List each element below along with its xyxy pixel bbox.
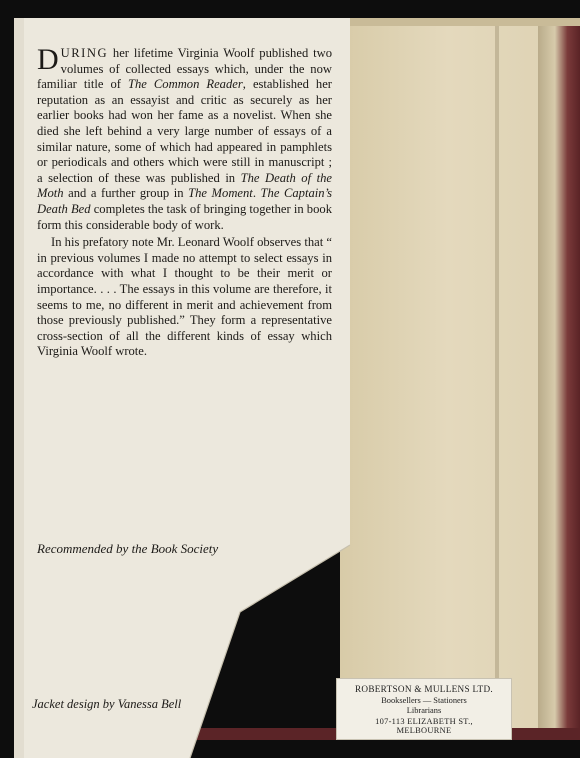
blurb-paragraph-1	[37, 43, 333, 233]
blurb-paragraph-2: In his prefatory note Mr. Leonard Woolf observes that “ in previous volumes I made no attempt to select essays in accordance with what I thought to be their merit or importance. . . . The essays in this volume are therefore, it seems to me, no different in merit and achievement from those previously published.” They form a representative cross-section of all the different kinds of essay which Virginia Woolf wrote.	[37, 235, 332, 359]
recommendation-line: Recommended by the Book Society	[37, 541, 219, 556]
flap-blurb	[37, 43, 333, 360]
italic-title: The Captain’s Death Bed	[37, 186, 333, 216]
blurb-text: her lifetime Virginia Woolf published two volumes of collected essays which, under the now familiar title of	[37, 46, 332, 92]
bookseller-trade: Booksellers — Stationers	[381, 696, 467, 705]
blurb-text: and a further group in	[63, 186, 189, 201]
italic-title: The Common Reader	[128, 77, 243, 92]
bookseller-label	[336, 678, 512, 740]
blurb-text: , established her reputation as an essayist and critic as securely as her earlier books had won her fame as a novelist. When she died she left behind a very large number of essays of a similar nature, some of which had appeared in pamphlets or periodicals and others which were still in manuscript ; a selection of these was published in	[37, 77, 333, 185]
drop-cap: D	[37, 43, 59, 76]
bookseller-name: ROBERTSON & MULLENS LTD.	[354, 684, 493, 694]
bookseller-address: 107-113 ELIZABETH ST.,	[375, 717, 473, 726]
jacket-credit: Jacket design by Vanessa Bell	[32, 697, 182, 711]
bookseller-city: MELBOURNE	[396, 726, 452, 735]
blurb-text: completes the task of bringing together in book form this considerable body of work.	[37, 201, 332, 232]
blurb-text: .	[252, 186, 261, 201]
italic-title: The Moment	[188, 186, 253, 201]
lead-smallcaps: URING	[60, 46, 109, 60]
bookseller-librarians: Librarians	[406, 706, 442, 715]
italic-title: The Death of the Moth	[37, 170, 332, 201]
